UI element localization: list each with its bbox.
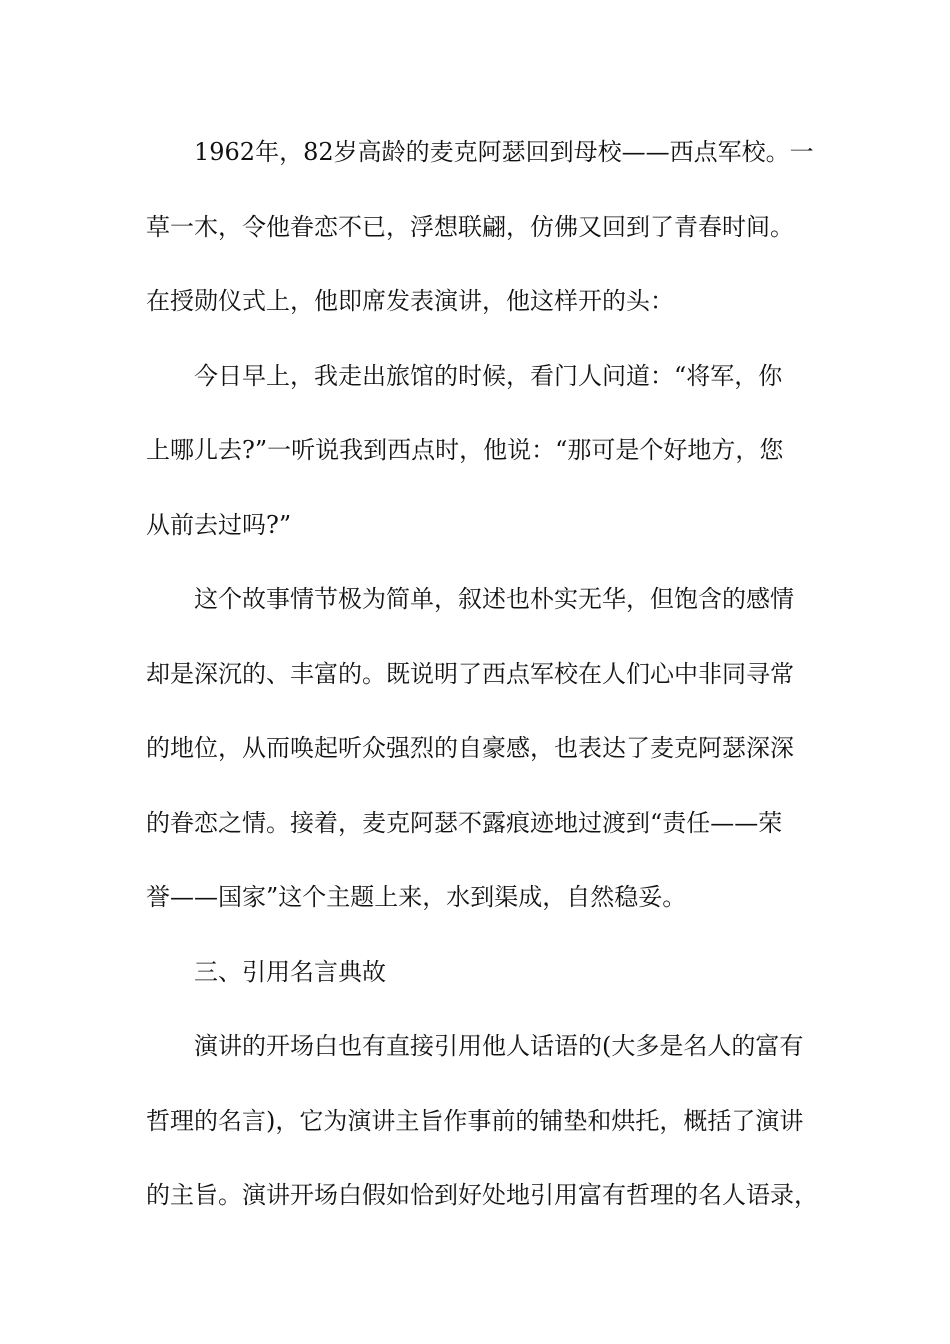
paragraph-line: 1962年，82岁高龄的麦克阿瑟回到母校——西点军校。一 [194, 138, 814, 166]
paragraph-line: 今日早上，我走出旅馆的时候，看门人问道：“将军，你 [194, 361, 783, 390]
paragraph-line: 这个故事情节极为简单，叙述也朴实无华，但饱含的感情 [194, 585, 794, 613]
section-heading: 三、引用名言典故 [194, 957, 386, 986]
paragraph-line: 上哪儿去?”一听说我到西点时，他说：“那可是个好地方，您 [146, 436, 784, 464]
paragraph-line: 演讲的开场白也有直接引用他人话语的(大多是名人的富有 [194, 1032, 804, 1060]
paragraph-line: 的地位，从而唤起听众强烈的自豪感，也表达了麦克阿瑟深深 [146, 734, 794, 762]
body-text [146, 128, 818, 1246]
paragraph-line: 哲理的名言)，它为演讲主旨作事前的铺垫和烘托，概括了演讲 [146, 1106, 804, 1135]
paragraph-line: 在授勋仪式上，他即席发表演讲，他这样开的头： [146, 287, 674, 315]
paragraph-line: 的主旨。演讲开场白假如恰到好处地引用富有哲理的名人语录， [146, 1181, 818, 1209]
paragraph-line: 草一木，令他眷恋不已，浮想联翩，仿佛又回到了青春时间。 [146, 212, 794, 241]
paragraph-line: 从前去过吗?” [146, 510, 292, 539]
paragraph-line: 誉——国家”这个主题上来，水到渠成，自然稳妥。 [146, 883, 687, 911]
paragraph-line: 却是深沉的、丰富的。既说明了西点军校在人们心中非同寻常 [146, 659, 794, 688]
paragraph-line: 的眷恋之情。接着，麦克阿瑟不露痕迹地过渡到“责任——荣 [146, 808, 783, 837]
